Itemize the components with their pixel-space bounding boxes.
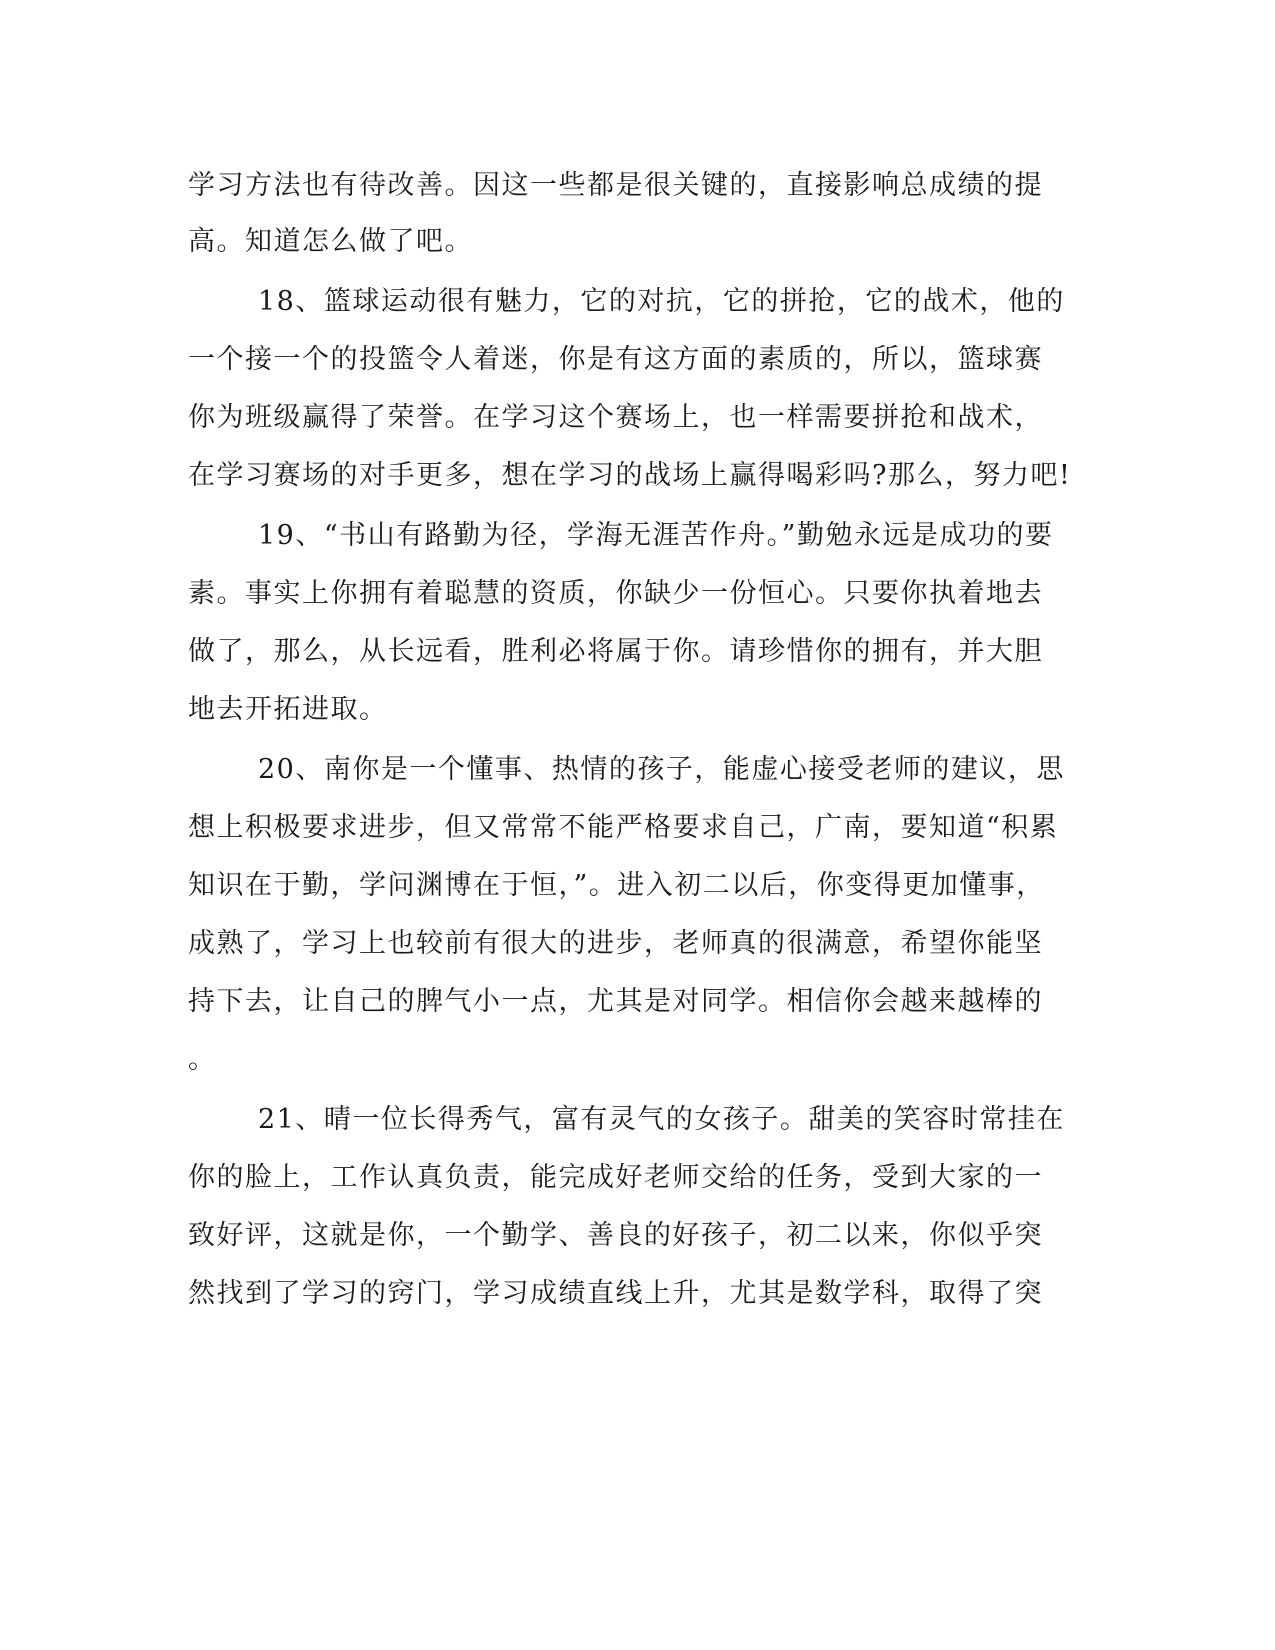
text-line: 在学习赛场的对手更多，想在学习的战场上赢得喝彩吗?那么，努力吧! (188, 460, 1072, 491)
text-line: 素。事实上你拥有着聪慧的资质，你缺少一份恒心。只要你执着地去 (188, 578, 1043, 609)
text-line: 致好评，这就是你，一个勤学、善良的好孩子，初二以来，你似乎突 (188, 1220, 1043, 1251)
text-line: 地去开拓进取。 (188, 694, 388, 725)
text-line: 做了，那么，从长远看，胜利必将属于你。请珍惜你的拥有，并大胆 (188, 636, 1043, 667)
text-line: 成熟了，学习上也较前有很大的进步，老师真的很满意，希望你能坚 (188, 928, 1043, 959)
text-line: 持下去，让自己的脾气小一点，尤其是对同学。相信你会越来越棒的 (188, 986, 1043, 1017)
paragraph-20-start: 20、南你是一个懂事、热情的孩子，能虚心接受老师的建议，思 (258, 754, 1065, 785)
text-line: 高。知道怎么做了吧。 (188, 226, 473, 257)
text-line: 你为班级赢得了荣誉。在学习这个赛场上，也一样需要拼抢和战术， (188, 402, 1043, 433)
text-line: 一个接一个的投篮令人着迷，你是有这方面的素质的，所以，篮球赛 (188, 344, 1043, 375)
text-line: 知识在于勤，学问渊博在于恒，”。进入初二以后，你变得更加懂事， (188, 870, 1045, 901)
text-line: 然找到了学习的窍门，学习成绩直线上升，尤其是数学科，取得了突 (188, 1278, 1043, 1309)
text-line: 。 (188, 1044, 217, 1075)
text-line: 学习方法也有待改善。因这一些都是很关键的，直接影响总成绩的提 (188, 170, 1043, 201)
paragraph-18-start: 18、篮球运动很有魅力，它的对抗，它的拼抢，它的战术，他的 (258, 286, 1065, 317)
text-line: 想上积极要求进步，但又常常不能严格要求自己，广南，要知道“积累 (188, 812, 1059, 843)
paragraph-19-start: 19、“书山有路勤为径，学海无涯苦作舟。”勤勉永远是成功的要 (258, 520, 1054, 551)
text-line: 你的脸上，工作认真负责，能完成好老师交给的任务，受到大家的一 (188, 1162, 1043, 1193)
paragraph-21-start: 21、晴一位长得秀气，富有灵气的女孩子。甜美的笑容时常挂在 (258, 1104, 1065, 1135)
